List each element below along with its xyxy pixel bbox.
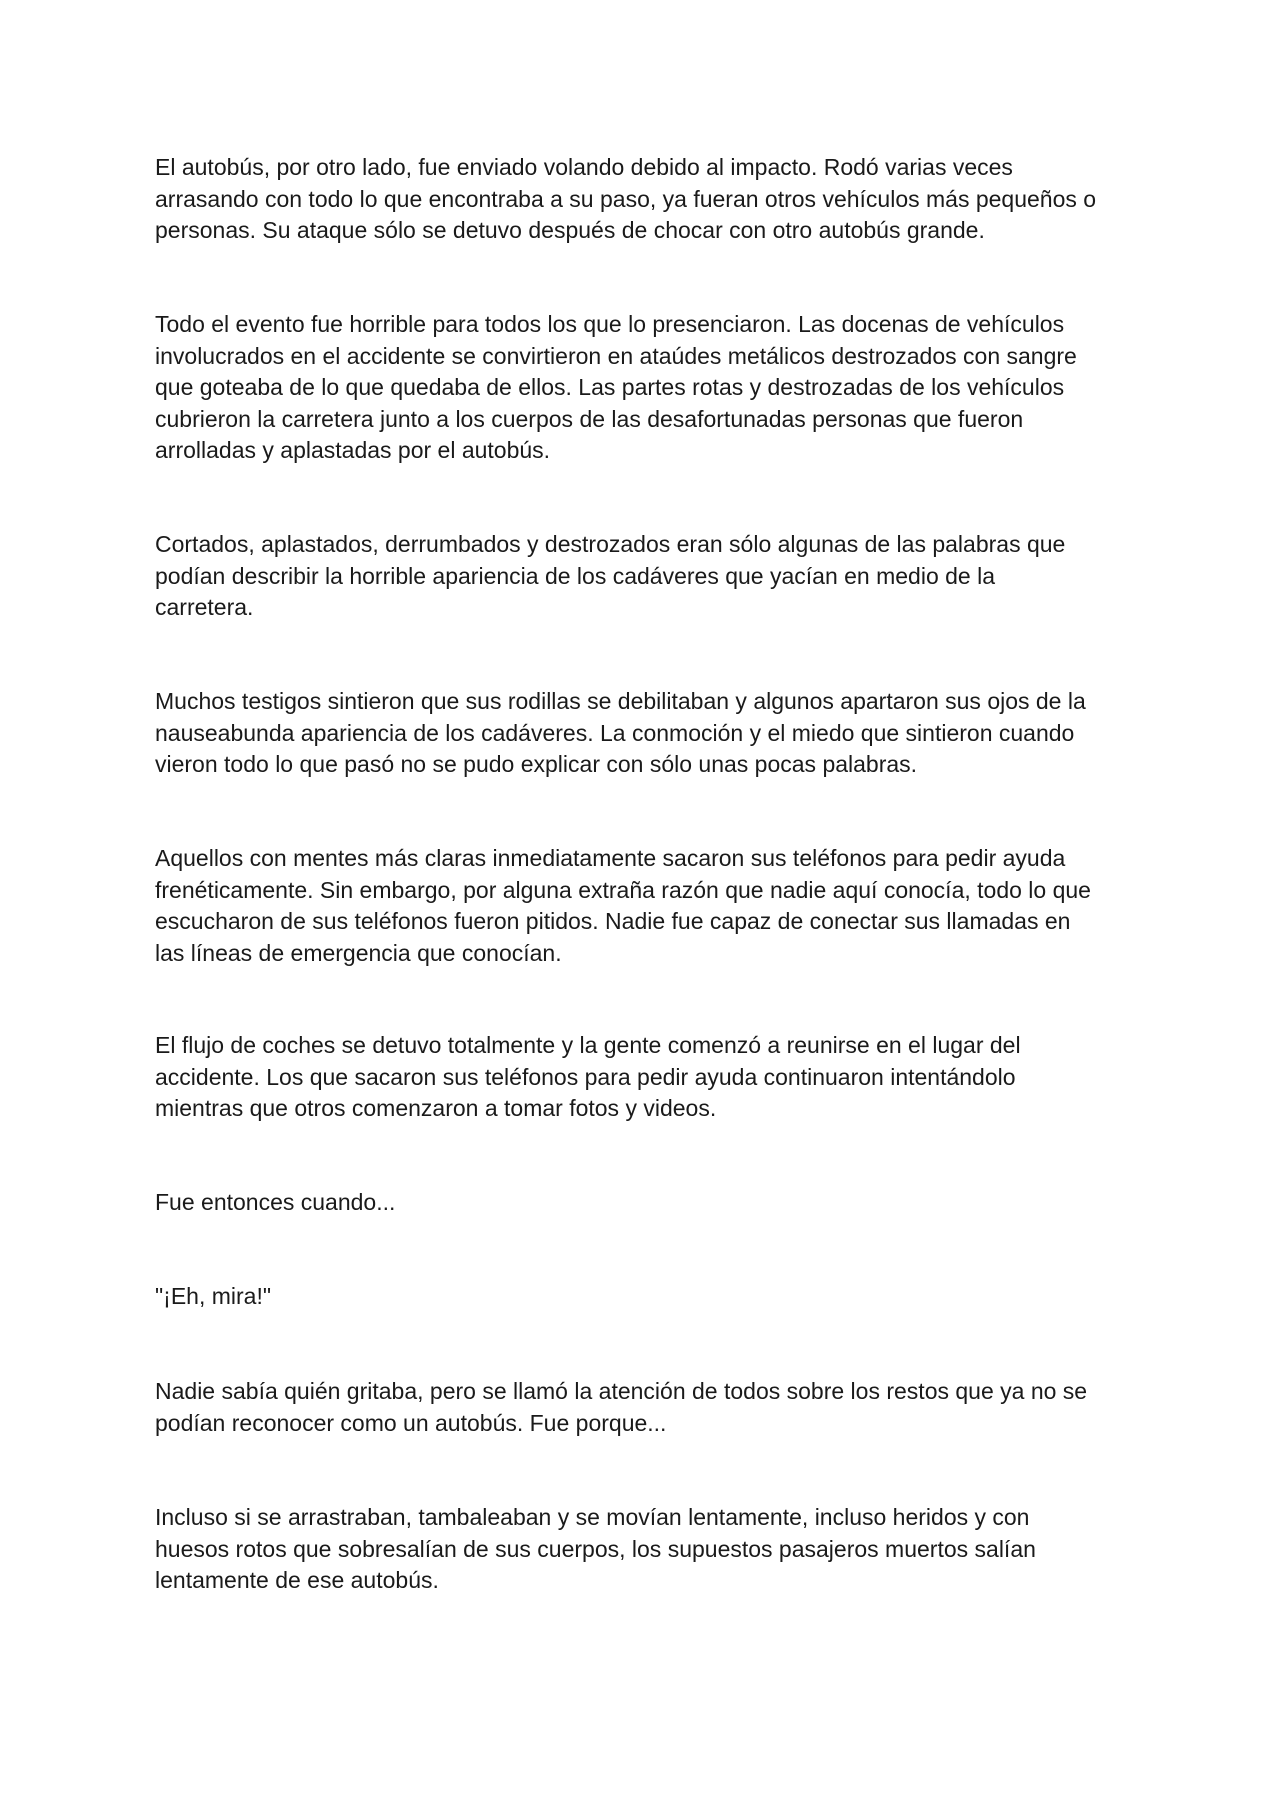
paragraph-traffic-stopped: El flujo de coches se detuvo totalmente y la gente comenzó a reunirse en el lugar del accidente. Los que sacaron sus teléfonos para pedir ayuda continuaron intentándolo mientras que otros comenzaron a tomar fotos y videos. <box>155 1032 1021 1121</box>
paragraph-horrible-event: Todo el evento fue horrible para todos los que lo presenciaron. Las docenas de vehículos involucrados en el accidente se convirtieron en ataúdes metálicos destrozados con sangre que goteaba de lo que quedaba de ellos. Las partes rotas y destrozadas de los vehículos cubrieron la carretera junto a los cuerpos de las desafortunadas personas que fueron arrolladas y aplastadas por el autobús. <box>155 311 1077 463</box>
paragraph-then: Fue entonces cuando... <box>155 1189 396 1215</box>
paragraph-corpses-description: Cortados, aplastados, derrumbados y destrozados eran sólo algunas de las palabras que podían describir la horrible apariencia de los cadáveres que yacían en medio de la carretera. <box>155 531 1066 620</box>
paragraph-shout: "¡Eh, mira!" <box>155 1283 272 1309</box>
paragraph-bus-impact: El autobús, por otro lado, fue enviado volando debido al impacto. Rodó varias veces arrasando con todo lo que encontraba a su paso, ya fueran otros vehículos más pequeños o personas. Su ataque sólo se detuvo después de chocar con otro autobús grande. <box>155 154 1097 243</box>
paragraph-witnesses: Muchos testigos sintieron que sus rodillas se debilitaban y algunos apartaron sus ojos de la nauseabunda apariencia de los cadáveres. La conmoción y el miedo que sintieron cuando vieron todo lo que pasó no se pudo explicar con sólo unas pocas palabras. <box>155 688 1086 777</box>
paragraph-phone-calls: Aquellos con mentes más claras inmediatamente sacaron sus teléfonos para pedir ayuda frenéticamente. Sin embargo, por alguna extraña razón que nadie aquí conocía, todo lo que escucharon de sus teléfonos fueron pitidos. Nadie fue capaz de conectar sus llamadas en las líneas de emergencia que conocían. <box>155 845 1091 966</box>
paragraph-attention: Nadie sabía quién gritaba, pero se llamó la atención de todos sobre los restos que ya no se podían reconocer como un autobús. Fue porque... <box>155 1378 1088 1436</box>
paragraph-passengers: Incluso si se arrastraban, tambaleaban y se movían lentamente, incluso heridos y con huesos rotos que sobresalían de sus cuerpos, los supuestos pasajeros muertos salían lentamente de ese autobús. <box>155 1504 1036 1593</box>
